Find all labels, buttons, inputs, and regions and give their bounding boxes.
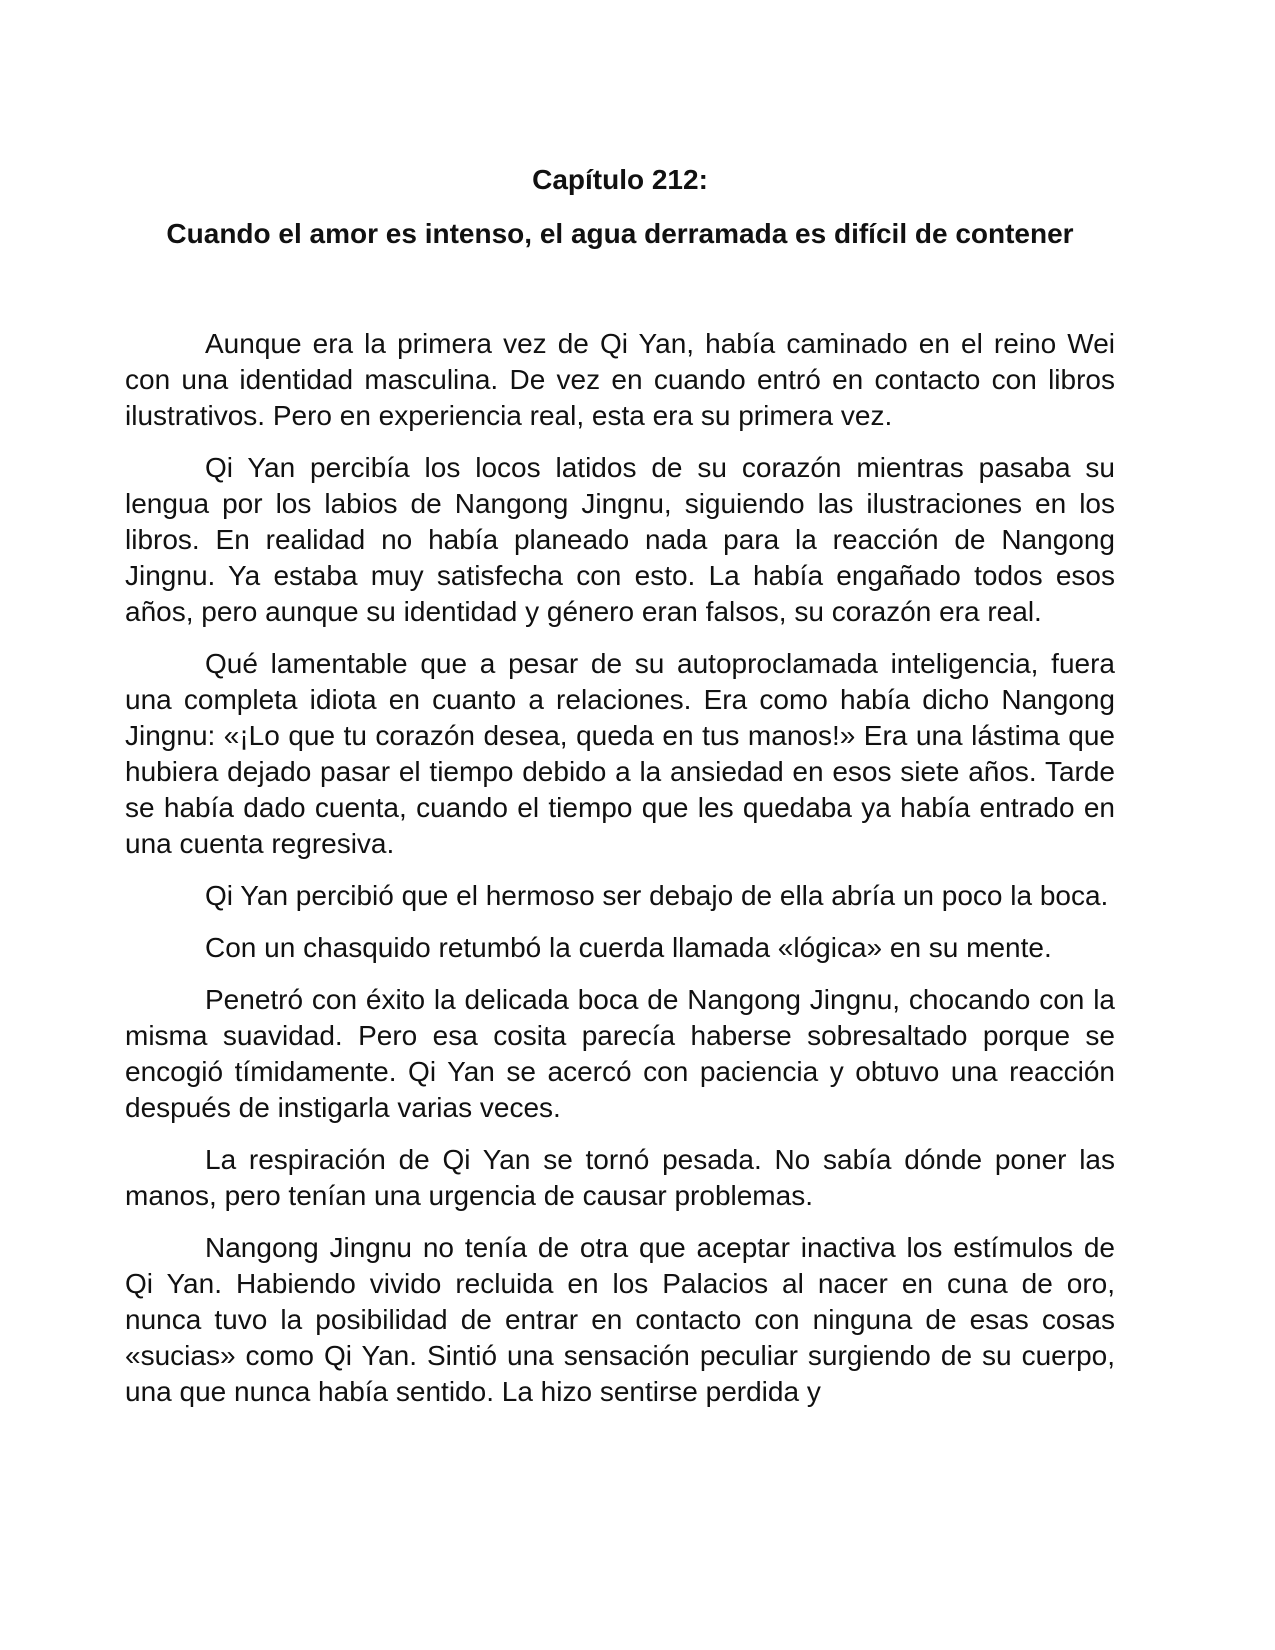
paragraph: Nangong Jingnu no tenía de otra que aceptar inactiva los estímulos de Qi Yan. Habiendo vivido recluida en los Palacios al nacer en cuna de oro, nunca tuvo la posibilidad de entrar en contacto con ninguna de esas cosas «sucias» como Qi Yan. Sintió una sensación peculiar surgiendo de su cuerpo, una que nunca había sentido. La hizo sentirse perdida y [125,1232,1115,1407]
paragraph: Qi Yan percibió que el hermoso ser debajo de ella abría un poco la boca. [205,880,1109,911]
paragraph: Aunque era la primera vez de Qi Yan, había caminado en el reino Wei con una identidad masculina. De vez en cuando entró en contacto con libros ilustrativos. Pero en experiencia real, esta era su primera vez. [125,328,1115,431]
body-text [125,326,1115,1410]
paragraph: Penetró con éxito la delicada boca de Nangong Jingnu, chocando con la misma suavidad. Pero esa cosita parecía haberse sobresaltado porque se encogió tímidamente. Qi Yan se acercó con paciencia y obtuvo una reacción después de instigarla varias veces. [125,984,1115,1123]
paragraph: Qué lamentable que a pesar de su autoproclamada inteligencia, fuera una completa idiota en cuanto a relaciones. Era como había dicho Nangong Jingnu: «¡Lo que tu corazón desea, queda en tus manos!» Era una lástima que hubiera dejado pasar el tiempo debido a la ansiedad en esos siete años. Tarde se había dado cuenta, cuando el tiempo que les quedaba ya había entrado en una cuenta regresiva. [125,648,1115,859]
paragraph: Qi Yan percibía los locos latidos de su corazón mientras pasaba su lengua por los labios de Nangong Jingnu, siguiendo las ilustraciones en los libros. En realidad no había planeado nada para la reacción de Nangong Jingnu. Ya estaba muy satisfecha con esto. La había engañado todos esos años, pero aunque su identidad y género eran falsos, su corazón era real. [125,452,1115,627]
paragraph: La respiración de Qi Yan se tornó pesada. No sabía dónde poner las manos, pero tenían una urgencia de causar problemas. [125,1144,1115,1211]
paragraph: Con un chasquido retumbó la cuerda llamada «lógica» en su mente. [205,932,1052,963]
chapter-title: Capítulo 212: [532,164,708,195]
chapter-subtitle: Cuando el amor es intenso, el agua derramada es difícil de contener [166,218,1074,249]
